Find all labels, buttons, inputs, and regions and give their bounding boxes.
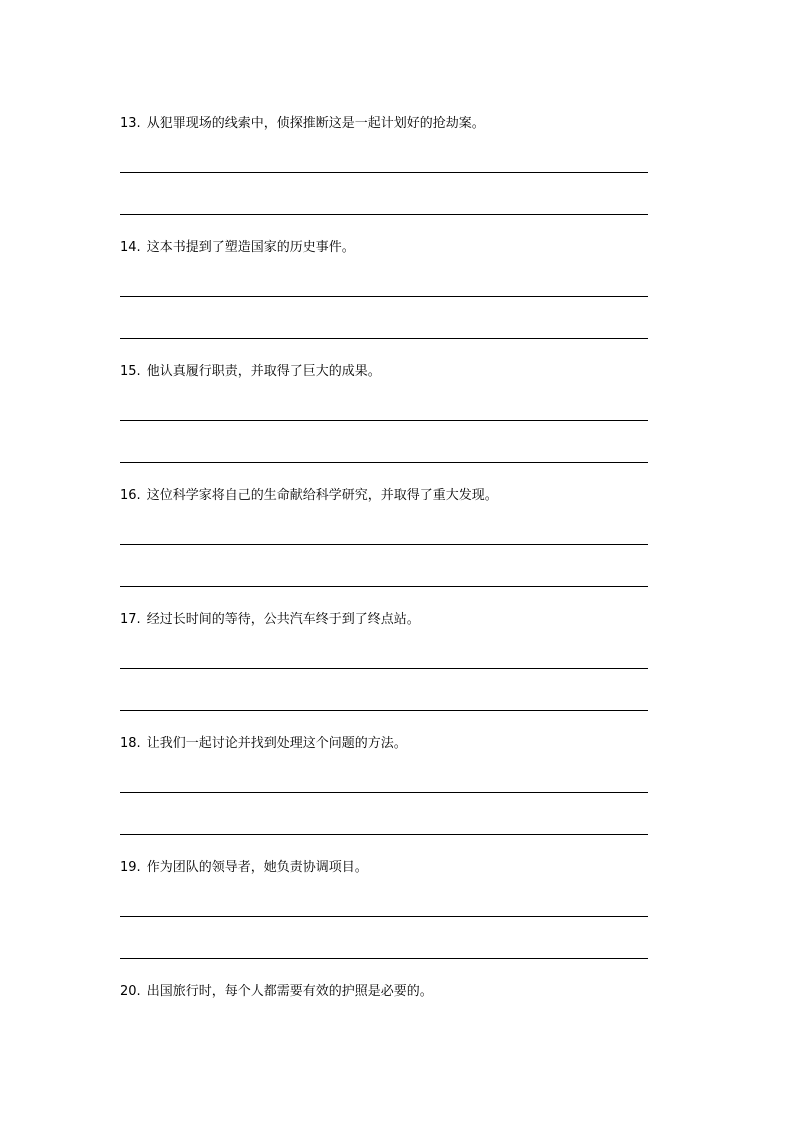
question-text xyxy=(120,115,485,133)
question-sentence: 从犯罪现场的线索中，侦探推断这是一起计划好的抢劫案。 xyxy=(146,116,485,131)
question-number: 14. xyxy=(120,240,141,255)
answer-line[interactable] xyxy=(120,462,648,463)
question-number: 18. xyxy=(120,736,141,751)
answer-line[interactable] xyxy=(120,916,648,917)
question-number: 19. xyxy=(120,860,141,875)
question-number: 15. xyxy=(120,364,141,379)
answer-line[interactable] xyxy=(120,172,648,173)
answer-line[interactable] xyxy=(120,544,648,545)
question-text xyxy=(120,859,368,877)
answer-line[interactable] xyxy=(120,338,648,339)
answer-line[interactable] xyxy=(120,834,648,835)
question-text xyxy=(120,983,433,1001)
question-number: 20. xyxy=(120,984,141,999)
answer-line[interactable] xyxy=(120,792,648,793)
question-sentence: 这本书提到了塑造国家的历史事件。 xyxy=(146,240,355,255)
question-sentence: 让我们一起讨论并找到处理这个问题的方法。 xyxy=(146,736,407,751)
answer-line[interactable] xyxy=(120,214,648,215)
question-sentence: 经过长时间的等待，公共汽车终于到了终点站。 xyxy=(146,612,420,627)
question-number: 17. xyxy=(120,612,141,627)
question-sentence: 出国旅行时，每个人都需要有效的护照是必要的。 xyxy=(146,984,433,999)
question-text xyxy=(120,239,355,257)
question-text xyxy=(120,735,407,753)
answer-line[interactable] xyxy=(120,586,648,587)
question-number: 16. xyxy=(120,488,141,503)
answer-line[interactable] xyxy=(120,958,648,959)
question-text xyxy=(120,487,498,505)
question-number: 13. xyxy=(120,116,141,131)
answer-line[interactable] xyxy=(120,668,648,669)
question-sentence: 作为团队的领导者，她负责协调项目。 xyxy=(146,860,368,875)
answer-line[interactable] xyxy=(120,296,648,297)
question-sentence: 他认真履行职责，并取得了巨大的成果。 xyxy=(146,364,381,379)
question-text xyxy=(120,611,420,629)
answer-line[interactable] xyxy=(120,420,648,421)
answer-line[interactable] xyxy=(120,710,648,711)
question-text xyxy=(120,363,381,381)
question-sentence: 这位科学家将自己的生命献给科学研究，并取得了重大发现。 xyxy=(146,488,498,503)
